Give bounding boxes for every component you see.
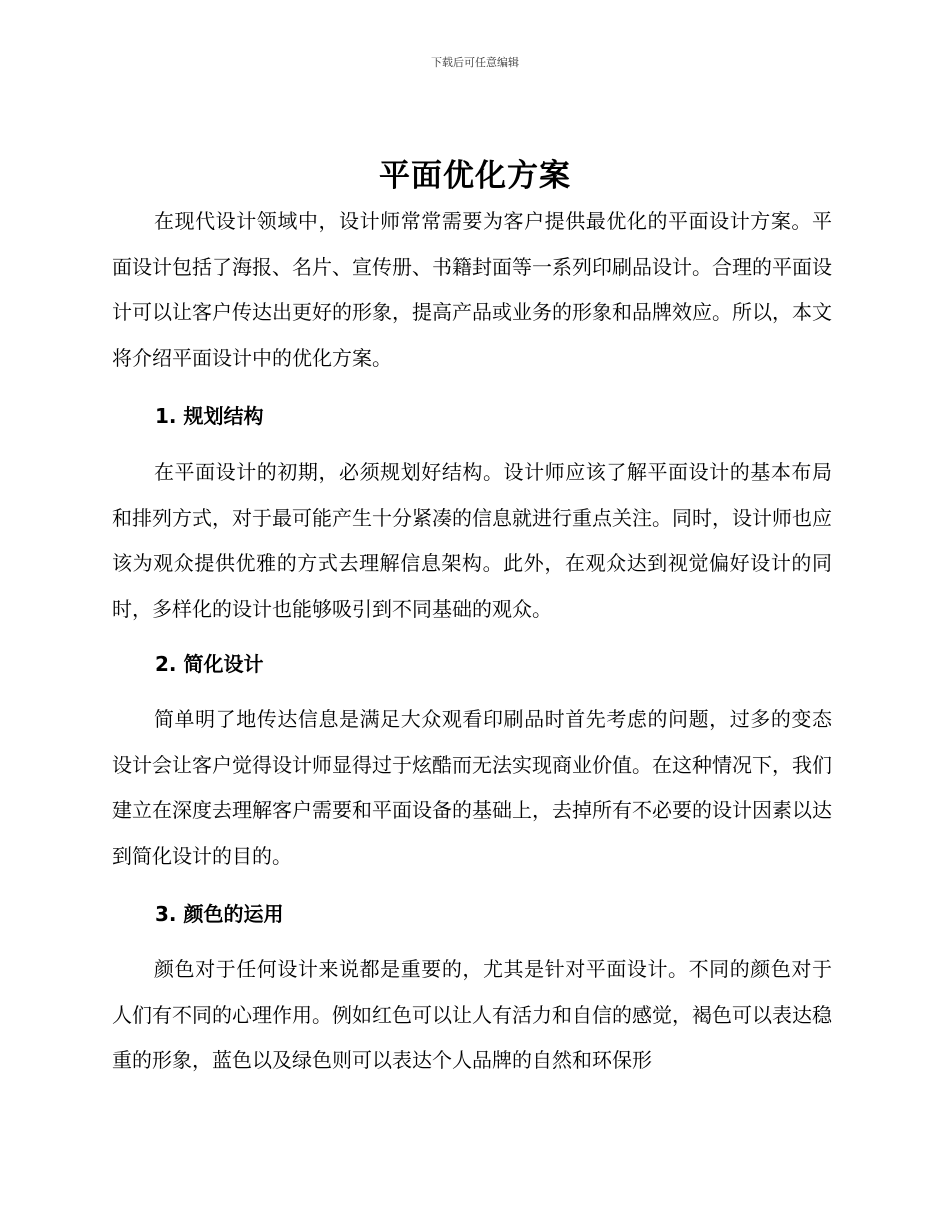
section-body-2: 简单明了地传达信息是满足大众观看印刷品时首先考虑的问题，过多的变态设计会让客户觉得设计师显得过于炫酷而无法实现商业价值。在这种情况下，我们建立在深度去理解客户需要和平面设备的基础上，去掉所有不必要的设计因素以达到简化设计的目的。: [112, 707, 832, 868]
header-note: 下载后可任意编辑: [431, 56, 519, 69]
intro-paragraph: 在现代设计领域中，设计师常常需要为客户提供最优化的平面设计方案。平面设计包括了海报、名片、宣传册、书籍封面等一系列印刷品设计。合理的平面设计可以让客户传达出更好的形象，提高产品或业务的形象和品牌效应。所以，本文将介绍平面设计中的优化方案。: [112, 209, 832, 370]
section-heading-3: 3. 颜色的运用: [155, 902, 284, 926]
section-body-3: 颜色对于任何设计来说都是重要的，尤其是针对平面设计。不同的颜色对于人们有不同的心理作用。例如红色可以让人有活力和自信的感觉，褐色可以表达稳重的形象，蓝色以及绿色则可以表达个人品牌的自然和环保形: [112, 957, 832, 1072]
section-body-1: 在平面设计的初期，必须规划好结构。设计师应该了解平面设计的基本布局和排列方式，对于最可能产生十分紧凑的信息就进行重点关注。同时，设计师也应该为观众提供优雅的方式去理解信息架构。此外，在观众达到视觉偏好设计的同时，多样化的设计也能够吸引到不同基础的观众。: [112, 460, 832, 621]
section-heading-2: 2. 简化设计: [155, 652, 264, 676]
section-heading-1: 1. 规划结构: [155, 404, 264, 428]
document-title: 平面优化方案: [379, 158, 571, 194]
